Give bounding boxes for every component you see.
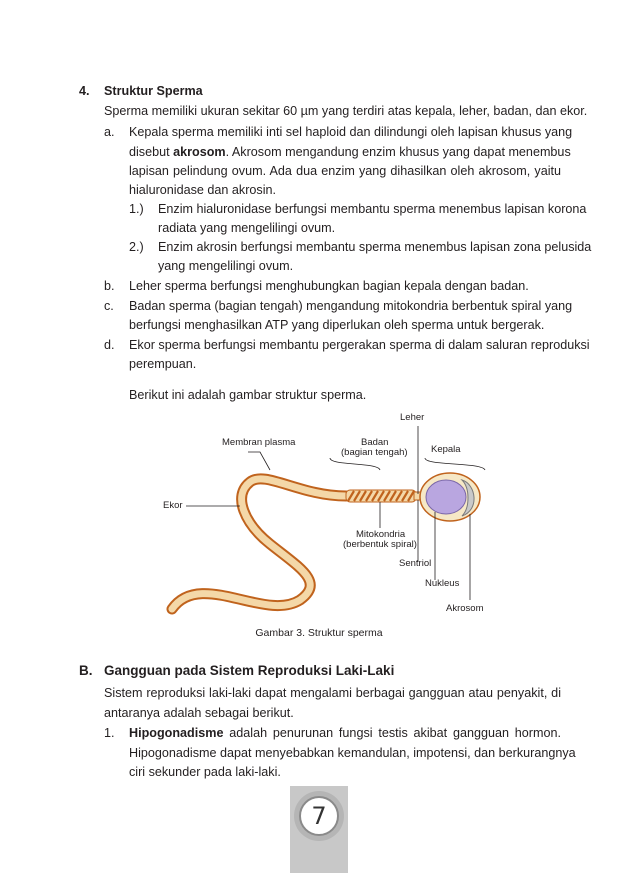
sub-marker: 1.) — [129, 202, 144, 216]
akrosom-term: akrosom — [173, 145, 226, 159]
label-sentriol: Sentriol — [399, 558, 432, 569]
label-badan-sub: (bagian tengah) — [341, 447, 408, 458]
item-1-line: Hipogonadisme dapat menyebabkan kemandulan, impotensi, dan berkurangnya — [129, 746, 576, 760]
section-title: Gangguan pada Sistem Reproduksi Laki-Laki — [104, 663, 395, 678]
item-a-line: hialuronidase dan akrosin. — [129, 183, 277, 197]
label-akrosom: Akrosom — [446, 603, 484, 614]
hipogonadisme-term: Hipogonadisme — [129, 726, 224, 740]
section-b-line: Sistem reproduksi laki-laki dapat mengalami berbagai gangguan atau penyakit, di — [104, 686, 561, 700]
sperm-diagram — [150, 404, 490, 624]
section-number: 4. — [79, 84, 90, 98]
label-ekor: Ekor — [163, 500, 183, 511]
item-a-line: Kepala sperma memiliki inti sel haploid dan dilindungi oleh lapisan khusus yang — [129, 125, 573, 139]
list-marker: b. — [104, 279, 115, 293]
label-mitokondria: Mitokondria — [356, 529, 406, 540]
list-marker: a. — [104, 125, 115, 139]
section-b-line: antaranya adalah sebagai berikut. — [104, 706, 294, 720]
item-a-line: disebut akrosom. Akrosom mengandung enzim khusus yang dapat menembus — [129, 145, 571, 159]
item-c-line: berfungsi menghasilkan ATP yang diperlukan oleh sperma untuk bergerak. — [129, 318, 545, 332]
list-marker: 1. — [104, 726, 115, 740]
figure-intro: Berikut ini adalah gambar struktur sperma. — [129, 388, 367, 402]
item-d-line: perempuan. — [129, 357, 197, 371]
item-c-line: Badan sperma (bagian tengah) mengandung mitokondria berbentuk spiral yang — [129, 299, 573, 313]
item-a-line: lapisan pelindung ovum. Ada dua enzim yang dihasilkan oleh akrosom, yaitu — [129, 164, 561, 178]
item-d-line: Ekor sperma berfungsi membantu pergerakan sperma di dalam saluran reproduksi — [129, 338, 590, 352]
label-mitokondria-sub: (berbentuk spiral) — [343, 539, 417, 550]
label-leher: Leher — [400, 412, 425, 423]
label-membran-plasma: Membran plasma — [222, 437, 296, 448]
section-letter: B. — [79, 663, 93, 678]
list-marker: c. — [104, 299, 114, 313]
label-nukleus: Nukleus — [425, 578, 460, 589]
item-b-line: Leher sperma berfungsi menghubungkan bagian kepala dengan badan. — [129, 279, 529, 293]
sub-item-line: Enzim akrosin berfungsi membantu sperma menembus lapisan zona pelusida — [158, 240, 592, 254]
sub-item-line: Enzim hialuronidase berfungsi membantu sperma menembus lapisan korona — [158, 202, 587, 216]
intro-paragraph: Sperma memiliki ukuran sekitar 60 µm yang terdiri atas kepala, leher, badan, dan ekor. — [104, 104, 588, 118]
sub-item-line: yang mengelilingi ovum. — [158, 259, 294, 273]
page-number: 7 — [299, 796, 339, 836]
label-kepala: Kepala — [431, 444, 461, 455]
sub-marker: 2.) — [129, 240, 144, 254]
item-1-line: ciri sekunder pada laki-laki. — [129, 765, 281, 779]
sub-item-line: radiata yang mengelilingi ovum. — [158, 221, 336, 235]
section-title: Struktur Sperma — [104, 84, 203, 98]
figure-caption: Gambar 3. Struktur sperma — [255, 627, 383, 639]
list-marker: d. — [104, 338, 115, 352]
nucleus — [426, 480, 466, 514]
label-badan: Badan — [361, 437, 389, 448]
tail-shape — [172, 479, 346, 609]
item-1-line: Hipogonadisme adalah penurunan fungsi testis akibat gangguan hormon. — [129, 726, 561, 740]
